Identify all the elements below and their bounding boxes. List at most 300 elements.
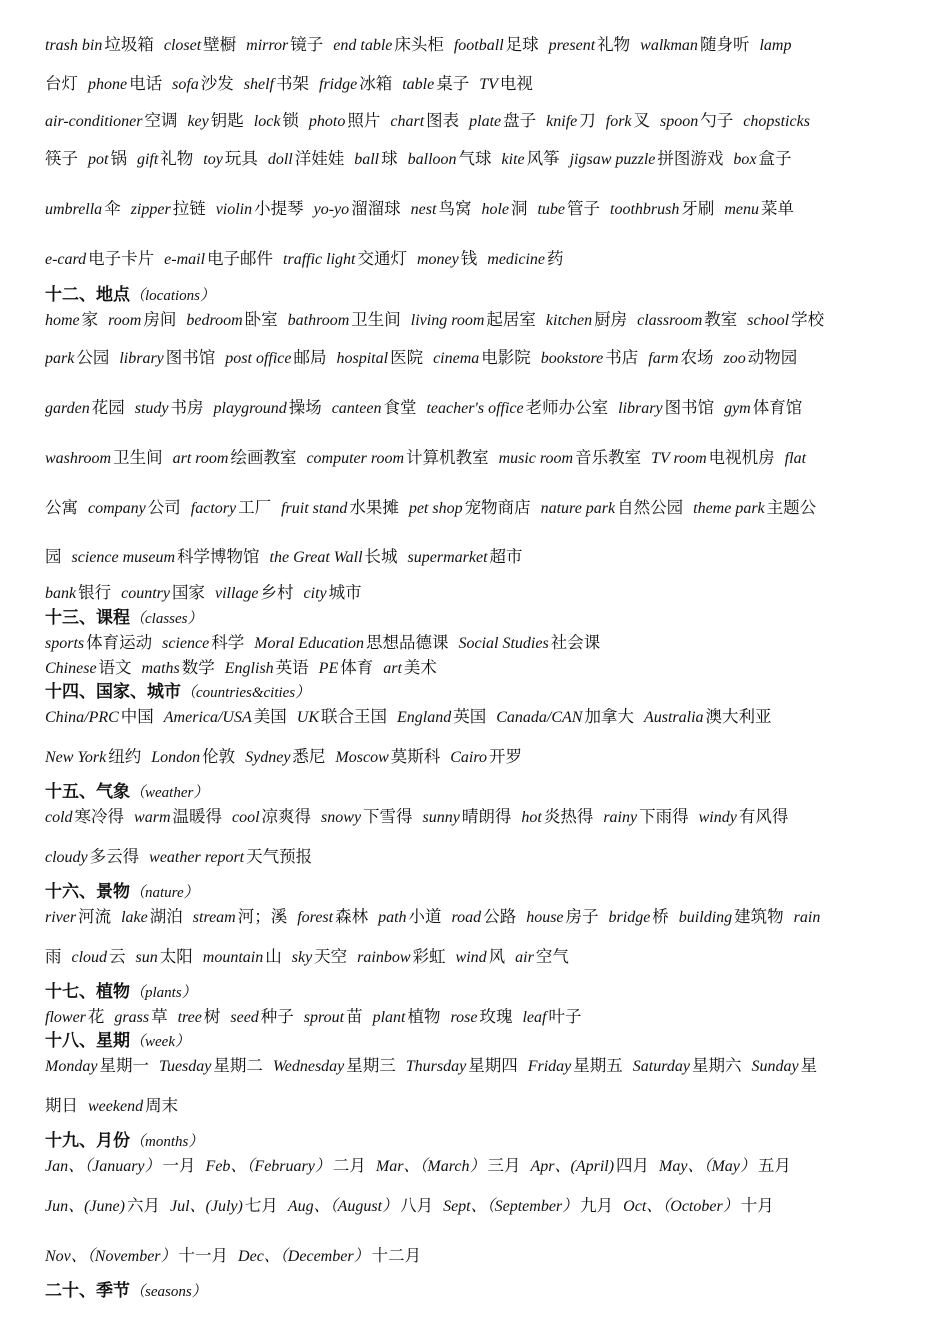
english-word: cold [45, 809, 73, 826]
section-heading [45, 1280, 920, 1303]
chinese-meaning: 电子卡片 [88, 249, 155, 268]
chinese-meaning: 沙发 [200, 74, 234, 93]
chinese-meaning: 超市 [489, 547, 523, 566]
chinese-meaning: 礼物 [597, 35, 631, 54]
english-word: Moscow [335, 749, 389, 766]
chinese-meaning: 九月 [580, 1196, 614, 1215]
chinese-meaning: 下雨得 [639, 807, 689, 826]
chinese-meaning: 图表 [426, 111, 460, 130]
chinese-meaning: 炎热得 [543, 807, 594, 826]
section-title: 课程 [96, 608, 130, 628]
english-word: jigsaw puzzle [569, 151, 656, 168]
english-word: zoo [723, 350, 746, 367]
chinese-meaning: 数学 [181, 658, 215, 677]
english-word: study [134, 400, 169, 417]
chinese-meaning: 伦敦 [202, 747, 236, 766]
chinese-meaning: 绘画教室 [230, 448, 297, 467]
english-word: art room [172, 450, 229, 467]
chinese-meaning: 河流 [78, 907, 112, 926]
english-word: nest [410, 201, 437, 218]
chinese-meaning: 盘子 [503, 111, 537, 130]
section-number: 十五、 [45, 782, 96, 802]
chinese-meaning: 星 [800, 1056, 818, 1075]
chinese-meaning: 城市 [328, 583, 362, 602]
chinese-meaning: 花园 [91, 398, 125, 417]
chinese-meaning: 镜子 [290, 35, 324, 54]
english-word: village [214, 585, 259, 602]
english-word: washroom [45, 450, 112, 467]
chinese-meaning: 晴朗得 [461, 807, 512, 826]
english-word: lock [253, 113, 281, 130]
section-title: 景物 [96, 882, 130, 902]
chinese-meaning: 拉链 [172, 199, 206, 218]
chinese-meaning: 操场 [288, 398, 322, 417]
chinese-meaning: 公路 [483, 907, 517, 926]
english-word: Australia [643, 709, 704, 726]
english-word: stream [192, 909, 236, 926]
english-word: gym [724, 400, 751, 417]
chinese-meaning: 三月 [487, 1156, 521, 1175]
english-word: violin [215, 201, 253, 218]
english-word: factory [190, 500, 237, 517]
english-word: Mar、（March） [375, 1158, 486, 1175]
english-word: Dec、（December） [238, 1248, 370, 1265]
chinese-meaning: 澳大利亚 [705, 707, 772, 726]
english-word: Thursday [405, 1058, 467, 1075]
chinese-meaning: 壁橱 [203, 35, 237, 54]
section-heading [45, 981, 920, 1004]
chinese-meaning: 电视 [499, 74, 533, 93]
english-word: Nov、（November） [45, 1248, 177, 1265]
chinese-meaning: 鸟窝 [438, 199, 472, 218]
chinese-meaning: 空气 [535, 947, 569, 966]
section-english-title: （locations） [130, 288, 215, 304]
chinese-meaning: 家 [81, 310, 99, 329]
english-word: home [45, 312, 80, 329]
chinese-meaning: 天空 [314, 947, 348, 966]
english-word: library [119, 350, 164, 367]
english-word: walkman [640, 37, 698, 54]
chinese-meaning: 钱 [460, 249, 478, 268]
section-title: 星期 [96, 1031, 130, 1051]
section-title: 月份 [96, 1131, 130, 1151]
chinese-meaning: 语文 [98, 658, 132, 677]
english-word: doll [267, 151, 293, 168]
chinese-meaning: 礼物 [160, 149, 194, 168]
chinese-meaning: 学校 [791, 310, 825, 329]
chinese-meaning: 体育运动 [86, 633, 153, 652]
english-word: room [108, 312, 142, 329]
chinese-meaning: 下雪得 [363, 807, 413, 826]
english-word: music room [498, 450, 574, 467]
chinese-meaning: 卫生间 [113, 448, 163, 467]
english-word: plant [372, 1009, 406, 1026]
chinese-meaning: 卧室 [244, 310, 278, 329]
chinese-meaning: 思想品德课 [365, 633, 449, 652]
vocab-line [45, 73, 920, 96]
english-word: school [747, 312, 790, 329]
english-word: key [187, 113, 209, 130]
section-english-title: （weather） [130, 785, 209, 801]
english-word: warm [134, 809, 171, 826]
english-word: tree [177, 1009, 202, 1026]
vocab-line [45, 34, 920, 57]
vocab-line [45, 1055, 920, 1078]
chinese-meaning: 银行 [78, 583, 112, 602]
chinese-meaning: 莫斯科 [390, 747, 441, 766]
chinese-meaning: 七月 [244, 1196, 278, 1215]
english-word: pot [88, 151, 109, 168]
english-word: science museum [71, 549, 176, 566]
chinese-meaning: 筷子 [45, 149, 78, 168]
vocab-line [45, 1095, 920, 1118]
chinese-meaning: 彩虹 [412, 947, 446, 966]
section-heading [45, 284, 920, 307]
chinese-meaning: 种子 [260, 1007, 294, 1026]
section-heading [45, 1030, 920, 1053]
english-word: cool [232, 809, 260, 826]
vocab-line [45, 447, 920, 470]
chinese-meaning: 钥匙 [210, 111, 244, 130]
section-number: 十七、 [45, 982, 96, 1002]
english-word: kite [501, 151, 525, 168]
english-word: hot [521, 809, 542, 826]
chinese-meaning: 图书馆 [165, 348, 216, 367]
chinese-meaning: 树 [203, 1007, 221, 1026]
english-word: Moral Education [254, 635, 364, 652]
english-word: Jul、(July) [169, 1198, 243, 1215]
chinese-meaning: 冰箱 [359, 74, 393, 93]
chinese-meaning: 勺子 [700, 111, 734, 130]
chinese-meaning: 食堂 [383, 398, 417, 417]
section-heading [45, 1130, 920, 1153]
chinese-meaning: 乡村 [260, 583, 294, 602]
english-word: China/PRC [45, 709, 119, 726]
english-word: mirror [246, 37, 289, 54]
english-word: lake [121, 909, 148, 926]
chinese-meaning: 英语 [275, 658, 309, 677]
english-word: science [162, 635, 210, 652]
english-word: park [45, 350, 75, 367]
chinese-meaning: 园 [45, 547, 62, 566]
chinese-meaning: 体育 [340, 658, 374, 677]
english-word: sun [135, 949, 158, 966]
chinese-meaning: 随身听 [699, 35, 750, 54]
chinese-meaning: 邮局 [293, 348, 327, 367]
chinese-meaning: 照片 [347, 111, 381, 130]
english-word: end table [333, 37, 393, 54]
chinese-meaning: 寒冷得 [74, 807, 125, 826]
chinese-meaning: 社会课 [550, 633, 601, 652]
english-word: canteen [331, 400, 382, 417]
chinese-meaning: 温暖得 [172, 807, 222, 826]
english-word: chopsticks [743, 113, 810, 130]
english-word: toy [203, 151, 223, 168]
english-word: zipper [130, 201, 171, 218]
english-word: rose [450, 1009, 478, 1026]
chinese-meaning: 垃圾箱 [104, 35, 154, 54]
english-word: Chinese [45, 660, 97, 677]
chinese-meaning: 书房 [170, 398, 204, 417]
english-word: cinema [433, 350, 480, 367]
english-word: London [151, 749, 201, 766]
chinese-meaning: 美国 [253, 707, 287, 726]
chinese-meaning: 十月 [740, 1196, 774, 1215]
section-number: 十三、 [45, 608, 96, 628]
chinese-meaning: 十一月 [178, 1246, 229, 1265]
chinese-meaning: 音乐教室 [575, 448, 642, 467]
english-word: rainy [603, 809, 638, 826]
chinese-meaning: 中国 [120, 707, 154, 726]
chinese-meaning: 联合王国 [321, 707, 387, 726]
section-title: 地点 [96, 285, 130, 305]
english-word: country [121, 585, 170, 602]
chinese-meaning: 科学 [211, 633, 245, 652]
vocab-line [45, 546, 920, 569]
chinese-meaning: 八月 [400, 1196, 434, 1215]
english-word: tube [537, 201, 566, 218]
english-word: table [402, 76, 435, 93]
chinese-meaning: 星期四 [468, 1056, 518, 1075]
english-word: Aug、（August） [287, 1198, 399, 1215]
english-word: pet shop [408, 500, 463, 517]
chinese-meaning: 菜单 [761, 199, 795, 218]
english-word: supermarket [407, 549, 488, 566]
chinese-meaning: 山 [265, 947, 282, 966]
english-word: house [526, 909, 564, 926]
english-word: Tuesday [158, 1058, 212, 1075]
english-word: umbrella [45, 201, 103, 218]
english-word: sunny [422, 809, 460, 826]
chinese-meaning: 台灯 [45, 74, 78, 93]
english-word: computer room [306, 450, 405, 467]
vocab-line [45, 1155, 920, 1178]
chinese-meaning: 卫生间 [351, 310, 401, 329]
english-word: river [45, 909, 77, 926]
chinese-meaning: 多云得 [89, 847, 140, 866]
english-word: seed [230, 1009, 259, 1026]
english-word: nature park [540, 500, 616, 517]
chinese-meaning: 湖泊 [149, 907, 183, 926]
section-title: 季节 [96, 1281, 130, 1301]
section-english-title: （nature） [130, 885, 199, 901]
english-word: Wednesday [272, 1058, 345, 1075]
english-word: theme park [693, 500, 765, 517]
english-word: leaf [522, 1009, 547, 1026]
english-word: e-card [45, 251, 87, 268]
english-word: classroom [637, 312, 703, 329]
english-word: Apr、(April) [530, 1158, 615, 1175]
vocab-line [45, 198, 920, 221]
section-english-title: （seasons） [130, 1284, 207, 1300]
section-heading [45, 681, 920, 704]
english-word: chart [390, 113, 425, 130]
chinese-meaning: 气球 [458, 149, 492, 168]
english-word: fridge [319, 76, 358, 93]
chinese-meaning: 书架 [276, 74, 309, 93]
chinese-meaning: 交通灯 [357, 249, 407, 268]
english-word: maths [141, 660, 180, 677]
english-word: ball [354, 151, 380, 168]
chinese-meaning: 伞 [104, 199, 121, 218]
english-word: yo-yo [313, 201, 350, 218]
vocab-line [45, 397, 920, 420]
english-word: flat [784, 450, 807, 467]
chinese-meaning: 溜溜球 [351, 199, 401, 218]
english-word: bookstore [540, 350, 604, 367]
english-word: weather report [149, 849, 245, 866]
english-word: bank [45, 585, 77, 602]
chinese-meaning: 河；溪 [237, 907, 288, 926]
english-word: kitchen [545, 312, 593, 329]
chinese-meaning: 计算机教室 [406, 448, 489, 467]
vocab-line [45, 946, 920, 969]
vocab-line [45, 497, 920, 520]
section-english-title: （countries&cities） [181, 685, 311, 701]
chinese-meaning: 工厂 [238, 498, 272, 517]
english-word: farm [648, 350, 679, 367]
english-word: England [397, 709, 452, 726]
english-word: Sydney [245, 749, 291, 766]
chinese-meaning: 刀 [579, 111, 596, 130]
english-word: football [453, 37, 504, 54]
english-word: garden [45, 400, 90, 417]
chinese-meaning: 公园 [76, 348, 110, 367]
vocab-line [45, 1245, 920, 1268]
chinese-meaning: 纽约 [108, 747, 142, 766]
english-word: sky [291, 949, 313, 966]
vocab-line [45, 906, 920, 929]
english-word: menu [724, 201, 760, 218]
english-word: flower [45, 1009, 86, 1026]
english-word: America/USA [163, 709, 252, 726]
english-word: building [678, 909, 733, 926]
chinese-meaning: 桥 [652, 907, 669, 926]
chinese-meaning: 房子 [565, 907, 599, 926]
english-word: weekend [88, 1098, 144, 1115]
english-word: rainbow [357, 949, 411, 966]
english-word: rain [793, 909, 821, 926]
vocab-line [45, 110, 920, 133]
vocab-line [45, 309, 920, 332]
vocab-line [45, 706, 920, 729]
chinese-meaning: 电子邮件 [207, 249, 274, 268]
english-word: traffic light [283, 251, 356, 268]
chinese-meaning: 六月 [126, 1196, 160, 1215]
chinese-meaning: 悉尼 [292, 747, 326, 766]
chinese-meaning: 床头柜 [394, 35, 444, 54]
chinese-meaning: 星期六 [691, 1056, 742, 1075]
vocab-line [45, 248, 920, 271]
english-word: Cairo [450, 749, 487, 766]
chinese-meaning: 医院 [390, 348, 424, 367]
english-word: May、（May） [659, 1158, 756, 1175]
english-word: Saturday [632, 1058, 690, 1075]
vocab-line [45, 806, 920, 829]
section-heading [45, 881, 920, 904]
chinese-meaning: 苗 [346, 1007, 363, 1026]
section-english-title: （classes） [130, 611, 203, 627]
section-english-title: （plants） [130, 985, 197, 1001]
chinese-meaning: 锅 [110, 149, 127, 168]
english-word: art [383, 660, 402, 677]
chinese-meaning: 房间 [143, 310, 177, 329]
chinese-meaning: 长城 [364, 547, 398, 566]
section-number: 十四、 [45, 682, 96, 702]
chinese-meaning: 足球 [505, 35, 539, 54]
english-word: road [451, 909, 482, 926]
vocab-line [45, 746, 920, 769]
chinese-meaning: 教室 [704, 310, 738, 329]
english-word: windy [698, 809, 737, 826]
chinese-meaning: 风 [488, 947, 506, 966]
chinese-meaning: 叶子 [548, 1007, 582, 1026]
english-word: snowy [321, 809, 362, 826]
english-word: fork [605, 113, 632, 130]
chinese-meaning: 森林 [335, 907, 369, 926]
section-title: 植物 [96, 982, 130, 1002]
chinese-meaning: 美术 [403, 658, 437, 677]
chinese-meaning: 玩具 [224, 149, 258, 168]
chinese-meaning: 电话 [129, 74, 163, 93]
chinese-meaning: 小道 [408, 907, 442, 926]
chinese-meaning: 风筝 [526, 149, 560, 168]
english-word: money [417, 251, 459, 268]
section-number: 十八、 [45, 1031, 96, 1051]
english-word: fruit stand [281, 500, 348, 517]
chinese-meaning: 五月 [757, 1156, 791, 1175]
english-word: lamp [759, 37, 792, 54]
english-word: toothbrush [610, 201, 680, 218]
english-word: Jan、（January） [45, 1158, 161, 1175]
english-word: post office [225, 350, 292, 367]
chinese-meaning: 盒子 [758, 149, 792, 168]
chinese-meaning: 天气预报 [246, 847, 313, 866]
chinese-meaning: 小提琴 [254, 199, 304, 218]
chinese-meaning: 一月 [162, 1156, 196, 1175]
english-word: Feb、（February） [205, 1158, 331, 1175]
section-english-title: （months） [130, 1134, 204, 1150]
section-number: 二十、 [45, 1281, 96, 1301]
english-word: bridge [608, 909, 651, 926]
english-word: grass [114, 1009, 150, 1026]
section-number: 十二、 [45, 285, 96, 305]
english-word: cloud [71, 949, 108, 966]
chinese-meaning: 叉 [633, 111, 651, 130]
english-word: mountain [202, 949, 264, 966]
vocab-line [45, 148, 920, 171]
english-word: Sunday [751, 1058, 799, 1075]
english-word: sports [45, 635, 85, 652]
section-number: 十九、 [45, 1131, 96, 1151]
chinese-meaning: 十二月 [371, 1246, 422, 1265]
chinese-meaning: 英国 [453, 707, 487, 726]
english-word: Monday [45, 1058, 98, 1075]
english-word: forest [297, 909, 334, 926]
english-word: balloon [407, 151, 457, 168]
english-word: Friday [527, 1058, 572, 1075]
chinese-meaning: 拼图游戏 [657, 149, 724, 168]
english-word: hole [481, 201, 509, 218]
chinese-meaning: 太阳 [159, 947, 193, 966]
chinese-meaning: 农场 [680, 348, 714, 367]
vocab-line [45, 1195, 920, 1218]
section-number: 十六、 [45, 882, 96, 902]
chinese-meaning: 电视机房 [708, 448, 775, 467]
vocab-line [45, 582, 920, 605]
english-word: medicine [487, 251, 546, 268]
english-word: TV room [651, 450, 707, 467]
